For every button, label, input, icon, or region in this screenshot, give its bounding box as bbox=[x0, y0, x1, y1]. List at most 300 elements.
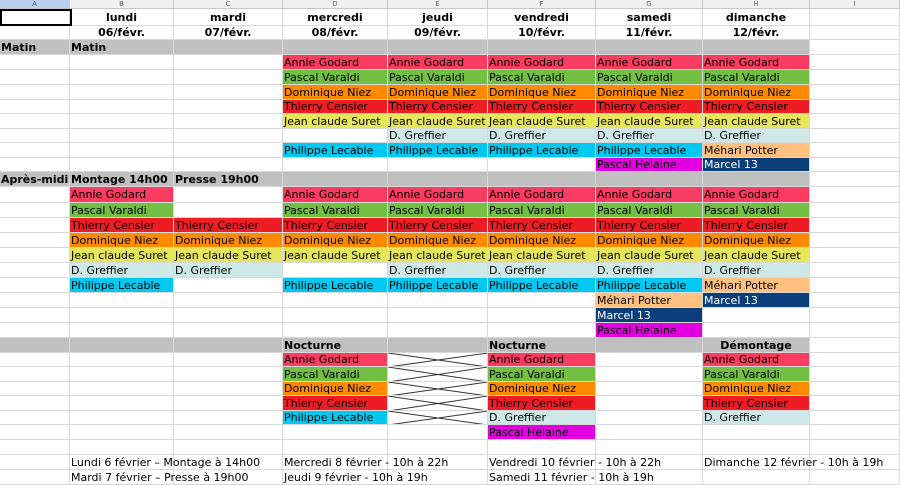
cell-b10[interactable] bbox=[70, 143, 174, 158]
cell-f21[interactable] bbox=[488, 308, 596, 323]
cell-h11[interactable]: Marcel 13 bbox=[703, 158, 810, 172]
cell-g23[interactable] bbox=[596, 338, 703, 353]
cell-d26[interactable]: Dominique Niez bbox=[283, 382, 388, 396]
cell-g6[interactable]: Dominique Niez bbox=[596, 85, 703, 100]
cell-a2[interactable] bbox=[0, 26, 70, 40]
cell-c23[interactable] bbox=[174, 338, 283, 353]
cell-e25[interactable] bbox=[388, 367, 488, 382]
cell-c27[interactable] bbox=[174, 396, 283, 411]
cell-i29[interactable] bbox=[810, 425, 900, 440]
cell-a15[interactable] bbox=[0, 218, 70, 233]
cell-d18[interactable] bbox=[283, 263, 388, 278]
cell-a14[interactable] bbox=[0, 203, 70, 218]
cell-f1[interactable]: vendredi bbox=[488, 9, 596, 26]
cell-g17[interactable]: Jean claude Suret bbox=[596, 248, 703, 263]
cell-h14[interactable]: Pascal Varaldi bbox=[703, 203, 810, 218]
cell-b23[interactable] bbox=[70, 338, 174, 353]
cell-b24[interactable] bbox=[70, 353, 174, 367]
cell-b13[interactable]: Annie Godard bbox=[70, 187, 174, 203]
cell-d23[interactable]: Nocturne bbox=[283, 338, 388, 353]
cell-b11[interactable] bbox=[70, 158, 174, 172]
cell-a13[interactable] bbox=[0, 187, 70, 203]
cell-g27[interactable] bbox=[596, 396, 703, 411]
cell-g22[interactable]: Pascal Helaine bbox=[596, 323, 703, 338]
cell-h2[interactable]: 12/févr. bbox=[703, 26, 810, 40]
cell-f26[interactable]: Dominique Niez bbox=[488, 382, 596, 396]
cell-i12[interactable] bbox=[810, 172, 900, 187]
cell-e21[interactable] bbox=[388, 308, 488, 323]
cell-a23[interactable] bbox=[0, 338, 70, 353]
cell-d9[interactable] bbox=[283, 129, 388, 143]
cell-f12[interactable] bbox=[488, 172, 596, 187]
cell-a32[interactable] bbox=[0, 470, 70, 485]
cell-i4[interactable] bbox=[810, 55, 900, 70]
cell-d15[interactable]: Thierry Censier bbox=[283, 218, 388, 233]
cell-g25[interactable] bbox=[596, 367, 703, 382]
cell-d13[interactable]: Annie Godard bbox=[283, 187, 388, 203]
cell-c22[interactable] bbox=[174, 323, 283, 338]
cell-h29[interactable] bbox=[703, 425, 810, 440]
cell-i25[interactable] bbox=[810, 367, 900, 382]
cell-d6[interactable]: Dominique Niez bbox=[283, 85, 388, 100]
cell-e3[interactable] bbox=[388, 40, 488, 55]
cell-c5[interactable] bbox=[174, 70, 283, 85]
cell-b7[interactable] bbox=[70, 100, 174, 114]
cell-i21[interactable] bbox=[810, 308, 900, 323]
cell-h15[interactable]: Thierry Censier bbox=[703, 218, 810, 233]
cell-e26[interactable] bbox=[388, 382, 488, 396]
cell-c15[interactable]: Thierry Censier bbox=[174, 218, 283, 233]
cell-h8[interactable]: Jean claude Suret bbox=[703, 114, 810, 129]
cell-i11[interactable] bbox=[810, 158, 900, 172]
cell-e17[interactable]: Jean claude Suret bbox=[388, 248, 488, 263]
cell-e11[interactable] bbox=[388, 158, 488, 172]
cell-g12[interactable] bbox=[596, 172, 703, 187]
cell-i13[interactable] bbox=[810, 187, 900, 203]
cell-h28[interactable]: D. Greffier bbox=[703, 411, 810, 425]
cell-i3[interactable] bbox=[810, 40, 900, 55]
cell-h24[interactable]: Annie Godard bbox=[703, 353, 810, 367]
cell-g30[interactable] bbox=[596, 440, 703, 455]
cell-i10[interactable] bbox=[810, 143, 900, 158]
cell-b5[interactable] bbox=[70, 70, 174, 85]
cell-e2[interactable]: 09/févr. bbox=[388, 26, 488, 40]
cell-a8[interactable] bbox=[0, 114, 70, 129]
cell-d8[interactable]: Jean claude Suret bbox=[283, 114, 388, 129]
cell-a31[interactable] bbox=[0, 455, 70, 470]
cell-d1[interactable]: mercredi bbox=[283, 9, 388, 26]
cell-d12[interactable] bbox=[283, 172, 388, 187]
cell-f18[interactable]: D. Greffier bbox=[488, 263, 596, 278]
cell-b4[interactable] bbox=[70, 55, 174, 70]
cell-d31[interactable]: Mercredi 8 février - 10h à 22h bbox=[284, 456, 449, 469]
cell-f4[interactable]: Annie Godard bbox=[488, 55, 596, 70]
cell-i31[interactable] bbox=[810, 455, 900, 470]
cell-i18[interactable] bbox=[810, 263, 900, 278]
cell-f11[interactable] bbox=[488, 158, 596, 172]
cell-g16[interactable]: Dominique Niez bbox=[596, 233, 703, 248]
cell-b31[interactable]: Lundi 6 février – Montage à 14h00 bbox=[71, 456, 261, 469]
cell-g20[interactable]: Méhari Potter bbox=[596, 293, 703, 308]
cell-h6[interactable]: Dominique Niez bbox=[703, 85, 810, 100]
cell-g8[interactable]: Jean claude Suret bbox=[596, 114, 703, 129]
cell-b6[interactable] bbox=[70, 85, 174, 100]
cell-c8[interactable] bbox=[174, 114, 283, 129]
cell-f24[interactable]: Annie Godard bbox=[488, 353, 596, 367]
column-header-b[interactable]: B bbox=[70, 0, 174, 9]
cell-a28[interactable] bbox=[0, 411, 70, 425]
cell-d4[interactable]: Annie Godard bbox=[283, 55, 388, 70]
cell-g29[interactable] bbox=[596, 425, 703, 440]
cell-g19[interactable]: Philippe Lecable bbox=[596, 278, 703, 293]
cell-c18[interactable]: D. Greffier bbox=[174, 263, 283, 278]
cell-e9[interactable]: D. Greffier bbox=[388, 129, 488, 143]
cell-d10[interactable]: Philippe Lecable bbox=[283, 143, 388, 158]
cell-h16[interactable]: Dominique Niez bbox=[703, 233, 810, 248]
cell-g3[interactable] bbox=[596, 40, 703, 55]
cell-d29[interactable] bbox=[283, 425, 388, 440]
cell-d16[interactable]: Dominique Niez bbox=[283, 233, 388, 248]
cell-h22[interactable] bbox=[703, 323, 810, 338]
cell-b15[interactable]: Thierry Censier bbox=[70, 218, 174, 233]
cell-f9[interactable]: D. Greffier bbox=[488, 129, 596, 143]
cell-a5[interactable] bbox=[0, 70, 70, 85]
cell-i5[interactable] bbox=[810, 70, 900, 85]
cell-h5[interactable]: Pascal Varaldi bbox=[703, 70, 810, 85]
cell-g1[interactable]: samedi bbox=[596, 9, 703, 26]
cell-e8[interactable]: Jean claude Suret bbox=[388, 114, 488, 129]
cell-d17[interactable]: Jean claude Suret bbox=[283, 248, 388, 263]
cell-f7[interactable]: Thierry Censier bbox=[488, 100, 596, 114]
cell-d19[interactable]: Philippe Lecable bbox=[283, 278, 388, 293]
cell-c11[interactable] bbox=[174, 158, 283, 172]
cell-b25[interactable] bbox=[70, 367, 174, 382]
cell-i20[interactable] bbox=[810, 293, 900, 308]
cell-d21[interactable] bbox=[283, 308, 388, 323]
cell-d11[interactable] bbox=[283, 158, 388, 172]
cell-i2[interactable] bbox=[810, 26, 900, 40]
cell-i28[interactable] bbox=[810, 411, 900, 425]
cell-h18[interactable]: D. Greffier bbox=[703, 263, 810, 278]
cell-e4[interactable]: Annie Godard bbox=[388, 55, 488, 70]
cell-d20[interactable] bbox=[283, 293, 388, 308]
cell-h7[interactable]: Thierry Censier bbox=[703, 100, 810, 114]
cell-i7[interactable] bbox=[810, 100, 900, 114]
cell-b20[interactable] bbox=[70, 293, 174, 308]
cell-f17[interactable]: Jean claude Suret bbox=[488, 248, 596, 263]
cell-a12[interactable]: Après-midi bbox=[1, 173, 69, 186]
cell-f13[interactable]: Annie Godard bbox=[488, 187, 596, 203]
cell-i6[interactable] bbox=[810, 85, 900, 100]
cell-a18[interactable] bbox=[0, 263, 70, 278]
cell-b21[interactable] bbox=[70, 308, 174, 323]
cell-a17[interactable] bbox=[0, 248, 70, 263]
cell-i23[interactable] bbox=[810, 338, 900, 353]
cell-e29[interactable] bbox=[388, 425, 488, 440]
cell-i24[interactable] bbox=[810, 353, 900, 367]
cell-c32[interactable] bbox=[174, 470, 283, 485]
cell-h13[interactable]: Annie Godard bbox=[703, 187, 810, 203]
cell-h31[interactable]: Dimanche 12 février - 10h à 19h bbox=[704, 456, 884, 469]
cell-f29[interactable]: Pascal Helaine bbox=[488, 425, 596, 440]
cell-h9[interactable]: D. Greffier bbox=[703, 129, 810, 143]
cell-c21[interactable] bbox=[174, 308, 283, 323]
cell-g15[interactable]: Thierry Censier bbox=[596, 218, 703, 233]
cell-a1[interactable] bbox=[0, 9, 70, 26]
cell-d5[interactable]: Pascal Varaldi bbox=[283, 70, 388, 85]
cell-g32[interactable] bbox=[596, 470, 703, 485]
cell-d25[interactable]: Pascal Varaldi bbox=[283, 367, 388, 382]
cell-h10[interactable]: Méhari Potter bbox=[703, 143, 810, 158]
cell-b28[interactable] bbox=[70, 411, 174, 425]
cell-b26[interactable] bbox=[70, 382, 174, 396]
cell-e14[interactable]: Pascal Varaldi bbox=[388, 203, 488, 218]
cell-c12[interactable]: Presse 19h00 bbox=[174, 172, 283, 187]
cell-e18[interactable]: D. Greffier bbox=[388, 263, 488, 278]
cell-g31[interactable] bbox=[596, 455, 703, 470]
cell-b19[interactable]: Philippe Lecable bbox=[70, 278, 174, 293]
cell-a4[interactable] bbox=[0, 55, 70, 70]
cell-i15[interactable] bbox=[810, 218, 900, 233]
cell-h23[interactable]: Démontage bbox=[703, 338, 810, 353]
cell-g13[interactable]: Annie Godard bbox=[596, 187, 703, 203]
cell-b32[interactable]: Mardi 7 février – Presse à 19h00 bbox=[71, 471, 249, 484]
cell-f2[interactable]: 10/févr. bbox=[488, 26, 596, 40]
cell-a20[interactable] bbox=[0, 293, 70, 308]
cell-b27[interactable] bbox=[70, 396, 174, 411]
cell-e20[interactable] bbox=[388, 293, 488, 308]
cell-a10[interactable] bbox=[0, 143, 70, 158]
cell-g21[interactable]: Marcel 13 bbox=[596, 308, 703, 323]
cell-h4[interactable]: Annie Godard bbox=[703, 55, 810, 70]
cell-g11[interactable]: Pascal Helaine bbox=[596, 158, 703, 172]
cell-f32[interactable]: Samedi 11 février - 10h à 19h bbox=[489, 471, 654, 484]
cell-i27[interactable] bbox=[810, 396, 900, 411]
cell-d3[interactable] bbox=[283, 40, 388, 55]
cell-h32[interactable] bbox=[703, 470, 810, 485]
cell-e13[interactable]: Annie Godard bbox=[388, 187, 488, 203]
cell-g5[interactable]: Pascal Varaldi bbox=[596, 70, 703, 85]
cell-e27[interactable] bbox=[388, 396, 488, 411]
cell-e5[interactable]: Pascal Varaldi bbox=[388, 70, 488, 85]
cell-h1[interactable]: dimanche bbox=[703, 9, 810, 26]
cell-c25[interactable] bbox=[174, 367, 283, 382]
cell-f25[interactable]: Pascal Varaldi bbox=[488, 367, 596, 382]
cell-c1[interactable]: mardi bbox=[174, 9, 283, 26]
column-header-f[interactable]: F bbox=[488, 0, 596, 9]
cell-g18[interactable]: D. Greffier bbox=[596, 263, 703, 278]
cell-c6[interactable] bbox=[174, 85, 283, 100]
cell-b2[interactable]: 06/févr. bbox=[70, 26, 174, 40]
cell-i19[interactable] bbox=[810, 278, 900, 293]
column-header-a[interactable]: A bbox=[0, 0, 70, 9]
cell-f8[interactable]: Jean claude Suret bbox=[488, 114, 596, 129]
cell-c9[interactable] bbox=[174, 129, 283, 143]
cell-c29[interactable] bbox=[174, 425, 283, 440]
cell-f22[interactable] bbox=[488, 323, 596, 338]
cell-a30[interactable] bbox=[0, 440, 70, 455]
cell-g10[interactable]: Philippe Lecable bbox=[596, 143, 703, 158]
cell-c31[interactable] bbox=[174, 455, 283, 470]
cell-a3[interactable]: Matin bbox=[0, 40, 70, 55]
cell-e22[interactable] bbox=[388, 323, 488, 338]
crossed-out-mark bbox=[388, 353, 488, 367]
cell-f27[interactable]: Thierry Censier bbox=[488, 396, 596, 411]
cell-f5[interactable]: Pascal Varaldi bbox=[488, 70, 596, 85]
cell-f3[interactable] bbox=[488, 40, 596, 55]
cell-b8[interactable] bbox=[70, 114, 174, 129]
cell-e6[interactable]: Dominique Niez bbox=[388, 85, 488, 100]
cell-i22[interactable] bbox=[810, 323, 900, 338]
cell-e32[interactable] bbox=[388, 470, 488, 485]
cell-c28[interactable] bbox=[174, 411, 283, 425]
cell-a7[interactable] bbox=[0, 100, 70, 114]
cell-e19[interactable]: Philippe Lecable bbox=[388, 278, 488, 293]
cell-g9[interactable]: D. Greffier bbox=[596, 129, 703, 143]
cell-g24[interactable] bbox=[596, 353, 703, 367]
cell-g2[interactable]: 11/févr. bbox=[596, 26, 703, 40]
cell-d30[interactable] bbox=[283, 440, 388, 455]
cell-a22[interactable] bbox=[0, 323, 70, 338]
cell-c2[interactable]: 07/févr. bbox=[174, 26, 283, 40]
cell-e16[interactable]: Dominique Niez bbox=[388, 233, 488, 248]
cell-a16[interactable] bbox=[0, 233, 70, 248]
cell-f6[interactable]: Dominique Niez bbox=[488, 85, 596, 100]
cell-d32[interactable]: Jeudi 9 février - 10h à 19h bbox=[284, 471, 428, 484]
cell-i16[interactable] bbox=[810, 233, 900, 248]
cell-c4[interactable] bbox=[174, 55, 283, 70]
cell-e10[interactable]: Philippe Lecable bbox=[388, 143, 488, 158]
cell-b3[interactable]: Matin bbox=[70, 40, 174, 55]
cell-c19[interactable] bbox=[174, 278, 283, 293]
cell-e31[interactable] bbox=[388, 455, 488, 470]
cell-h20[interactable]: Marcel 13 bbox=[703, 293, 810, 308]
cell-a6[interactable] bbox=[0, 85, 70, 100]
cell-a26[interactable] bbox=[0, 382, 70, 396]
cell-f14[interactable]: Pascal Varaldi bbox=[488, 203, 596, 218]
cell-e7[interactable]: Thierry Censier bbox=[388, 100, 488, 114]
cell-c20[interactable] bbox=[174, 293, 283, 308]
cell-b22[interactable] bbox=[70, 323, 174, 338]
cell-d24[interactable]: Annie Godard bbox=[283, 353, 388, 367]
cell-h3[interactable] bbox=[703, 40, 810, 55]
cell-i32[interactable] bbox=[810, 470, 900, 485]
cell-g28[interactable] bbox=[596, 411, 703, 425]
cell-i9[interactable] bbox=[810, 129, 900, 143]
cell-c26[interactable] bbox=[174, 382, 283, 396]
cell-c14[interactable] bbox=[174, 203, 283, 218]
cell-a24[interactable] bbox=[0, 353, 70, 367]
cell-f15[interactable]: Thierry Censier bbox=[488, 218, 596, 233]
cell-a21[interactable] bbox=[0, 308, 70, 323]
cell-a27[interactable] bbox=[0, 396, 70, 411]
cell-g26[interactable] bbox=[596, 382, 703, 396]
cell-c24[interactable] bbox=[174, 353, 283, 367]
cell-f30[interactable] bbox=[488, 440, 596, 455]
cell-i17[interactable] bbox=[810, 248, 900, 263]
cell-b30[interactable] bbox=[70, 440, 174, 455]
cell-a19[interactable] bbox=[0, 278, 70, 293]
cell-d28[interactable]: Philippe Lecable bbox=[283, 411, 388, 425]
cell-f16[interactable]: Dominique Niez bbox=[488, 233, 596, 248]
column-header-h[interactable]: H bbox=[703, 0, 810, 9]
cell-b1[interactable]: lundi bbox=[70, 9, 174, 26]
crossed-out-mark bbox=[388, 411, 488, 425]
column-header-g[interactable]: G bbox=[596, 0, 703, 9]
cell-e12[interactable] bbox=[388, 172, 488, 187]
cell-h26[interactable]: Dominique Niez bbox=[703, 382, 810, 396]
cell-e24[interactable] bbox=[388, 353, 488, 367]
cell-b29[interactable] bbox=[70, 425, 174, 440]
cell-d14[interactable]: Pascal Varaldi bbox=[283, 203, 388, 218]
column-header-i[interactable]: I bbox=[810, 0, 900, 9]
cell-f28[interactable]: D. Greffier bbox=[488, 411, 596, 425]
cell-a9[interactable] bbox=[0, 129, 70, 143]
cell-i1[interactable] bbox=[810, 9, 900, 26]
cell-e1[interactable]: jeudi bbox=[388, 9, 488, 26]
cell-i26[interactable] bbox=[810, 382, 900, 396]
column-header-c[interactable]: C bbox=[174, 0, 283, 9]
column-header-d[interactable]: D bbox=[283, 0, 388, 9]
cell-h25[interactable]: Pascal Varaldi bbox=[703, 367, 810, 382]
cell-h30[interactable] bbox=[703, 440, 810, 455]
cell-d22[interactable] bbox=[283, 323, 388, 338]
cell-c7[interactable] bbox=[174, 100, 283, 114]
cell-f20[interactable] bbox=[488, 293, 596, 308]
cell-i14[interactable] bbox=[810, 203, 900, 218]
cell-d7[interactable]: Thierry Censier bbox=[283, 100, 388, 114]
cell-h21[interactable] bbox=[703, 308, 810, 323]
cell-f10[interactable]: Philippe Lecable bbox=[488, 143, 596, 158]
cell-h17[interactable]: Jean claude Suret bbox=[703, 248, 810, 263]
crossed-out-mark bbox=[388, 396, 488, 411]
cell-c10[interactable] bbox=[174, 143, 283, 158]
cell-f31[interactable]: Vendredi 10 février - 10h à 22h bbox=[489, 456, 662, 469]
cell-b16[interactable]: Dominique Niez bbox=[70, 233, 174, 248]
cell-b9[interactable] bbox=[70, 129, 174, 143]
cell-c17[interactable]: Jean claude Suret bbox=[174, 248, 283, 263]
cell-b12[interactable]: Montage 14h00 bbox=[70, 172, 174, 187]
cell-g14[interactable]: Pascal Varaldi bbox=[596, 203, 703, 218]
cell-i30[interactable] bbox=[810, 440, 900, 455]
cell-e15[interactable]: Thierry Censier bbox=[388, 218, 488, 233]
cell-c3[interactable] bbox=[174, 40, 283, 55]
cell-c13[interactable] bbox=[174, 187, 283, 203]
cell-e28[interactable] bbox=[388, 411, 488, 425]
column-header-e[interactable]: E bbox=[388, 0, 488, 9]
cell-h27[interactable]: Thierry Censier bbox=[703, 396, 810, 411]
cell-e30[interactable] bbox=[388, 440, 488, 455]
cell-b14[interactable]: Pascal Varaldi bbox=[70, 203, 174, 218]
cell-f19[interactable]: Philippe Lecable bbox=[488, 278, 596, 293]
cell-g7[interactable]: Thierry Censier bbox=[596, 100, 703, 114]
cell-c30[interactable] bbox=[174, 440, 283, 455]
cell-d27[interactable]: Thierry Censier bbox=[283, 396, 388, 411]
cell-f23[interactable]: Nocturne bbox=[488, 338, 596, 353]
cell-h19[interactable]: Méhari Potter bbox=[703, 278, 810, 293]
cell-a11[interactable] bbox=[0, 158, 70, 172]
cell-g4[interactable]: Annie Godard bbox=[596, 55, 703, 70]
cell-h12[interactable] bbox=[703, 172, 810, 187]
cell-b18[interactable]: D. Greffier bbox=[70, 263, 174, 278]
cell-e23[interactable] bbox=[388, 338, 488, 353]
cell-a25[interactable] bbox=[0, 367, 70, 382]
cell-a29[interactable] bbox=[0, 425, 70, 440]
cell-i8[interactable] bbox=[810, 114, 900, 129]
cell-b17[interactable]: Jean claude Suret bbox=[70, 248, 174, 263]
cell-c16[interactable]: Dominique Niez bbox=[174, 233, 283, 248]
cell-d2[interactable]: 08/févr. bbox=[283, 26, 388, 40]
